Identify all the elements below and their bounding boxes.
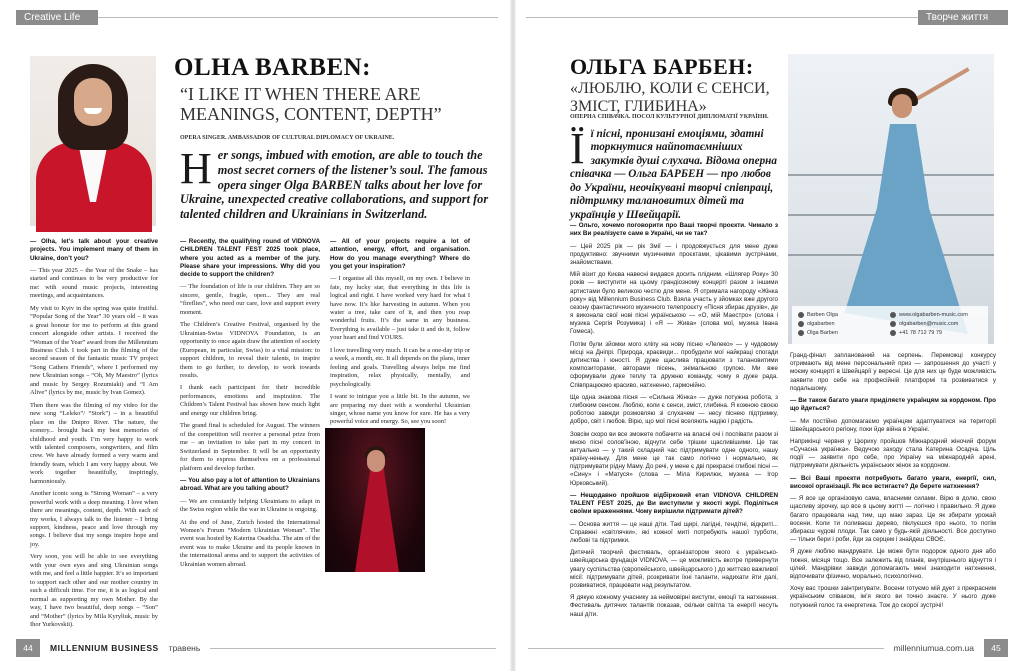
footer-left	[16, 639, 496, 657]
body-paragraph: — I organise all this myself, on my own. I believe in fate, my lucky star, that everything in this life is logical and right. I have worked very hard for what I have now. It’s like harvesting in autumn. When you water a tree, take care of it, and then you reap wonderful fruits. It’s the same in any business. Everything is available – just take it and do it, follow your heart and find YOURS.	[330, 275, 470, 342]
mail-icon	[890, 321, 896, 327]
website-link: www.olgabarben-music.com	[899, 311, 968, 318]
youtube-handle: Olga Barben	[807, 329, 838, 336]
article-title-en: OLHA BARBEN:	[174, 54, 372, 81]
magazine-website[interactable]: millenniumua.com.ua	[893, 643, 974, 653]
body-paragraph: The grand final is scheduled for August. The winners of the competition will receive a personal prize from me – an invitation to take part in my concert in Switzerland in September. It will be an opportunity for them to express themselves on a professional platform and develop further.	[180, 422, 320, 472]
header-divider-left	[98, 17, 498, 18]
lead-paragraph-en	[180, 144, 500, 222]
body-paragraph: Хочу вас трошки заінтригувати. Восени готуємо мій дует з прекрасним українським співаком, ім’я якого ви точно знаєте. У нього дуже потужний голос та енергетика. Тож до скорої зустрічі!	[790, 585, 996, 609]
body-paragraph: — This year 2025 – the Year of the Snake – has started and continues to be very productive for me: with sound music projects, interesting meetings, and acquaintances.	[30, 266, 158, 300]
body-paragraph: I love travelling very much. It can be a one-day trip or a week, a month, etc. It all depends on the plans, inner feeling and goals. Travelling always helps me find inspiration, relax physically, mentally, and psychologically.	[330, 346, 470, 388]
facebook-handle: Barben Olga	[807, 311, 838, 318]
issue-month: травень	[168, 643, 201, 653]
stage-gown	[355, 468, 399, 572]
body-column-5	[790, 352, 996, 612]
body-paragraph: Я дякую кожному учаснику за неймовірні виступи, емоції та натхнення. Фестиваль дитячих талантів показав, скільки світла та енергії несуть наші діти.	[570, 594, 778, 618]
footer-divider-left	[210, 648, 496, 649]
body-column-4	[570, 218, 778, 618]
instagram-handle: olgabarben	[807, 320, 835, 327]
body-paragraph: Another iconic song is “Strong Woman” – a very powerful work with a deep meaning. I love when there are meanings, content, depth. With each of my works, I always talk to the listener – I bring support, kindness, peace and love through my songs. I believe that my songs inspire hope and joy.	[30, 490, 158, 548]
interview-question: — Всі Ваші проєкти потребують багато уваги, енергії, сил, високої організації. Як все встигаєте? Де берете натхнення?	[790, 474, 996, 490]
footer-divider-right	[528, 648, 884, 649]
interview-question: — Ви також багато уваги приділяєте українцям за кордоном. Про що йдеться?	[790, 396, 996, 413]
stage-photo	[325, 428, 425, 572]
body-column-3	[330, 234, 470, 424]
role-line-en: OPERA SINGER. AMBASSADOR OF CULTURAL DIPLOMACY OF UKRAINE.	[180, 135, 395, 141]
body-paragraph: I thank each participant for their incredible performances, emotions and inspiration. The Children’s Talent Festival has shown how much light and energy our children bring.	[180, 384, 320, 417]
dancer-photo	[788, 54, 994, 344]
phone-number: +41 78 712 79 79	[899, 329, 942, 336]
header-divider-right	[526, 17, 918, 18]
instagram-icon	[798, 321, 804, 327]
dropcap-en: H	[180, 144, 212, 193]
body-paragraph: Дитячий творчий фестиваль, організатором якого є українсько-швейцарська фундація VIDNOVA, — це можливість вкотре привернути увагу суспільства (європейського, швейцарського ) до життєво важливої місії: підтримувати дітей, розкривати їхні таланти, надихати йти далі, розвиватися, працювати над результатом.	[570, 549, 778, 590]
body-paragraph: — Ми постійно допомагаємо українцям адаптуватися на території Швейцарського регіону, поки йде війна в Україні.	[790, 417, 996, 433]
body-paragraph: Then there was the filming of my video for the new song “Leleko”/ “Stork”) – in a beautiful place on the Dnipro River. The nature, the scenery... brought back my best memories of childhood and youth. I’m very happy to work with talented composers, songwriters, and film crew. We have already formed a very warm and friendly team, which I am very happy about. We work together beautifully, inspiringly, harmoniously.	[30, 401, 158, 485]
body-paragraph: Наприкінці червня у Цюриху пройшов Міжнародний жіночий форум «Сучасна українка». Ведучою заходу стала Катерина Осадча. Ціль події — заявити про себе, про Україну на міжнародній арені, підтримувати діяльність українських жінок за кордоном.	[790, 437, 996, 470]
body-paragraph: Я дуже люблю мандрувати. Це може бути подорож одного дня або тижня, місяця тощо. Все залежить від планів, внутрішнього відчуття і цілей. Мандрівки завжди допомагають мені знаходити натхнення, відпочивати фізично, морально, психологічно.	[790, 548, 996, 580]
interview-question: — You also pay a lot of attention to Ukrainians abroad. What are you talking about?	[180, 477, 320, 493]
interview-question: — All of your projects require a lot of attention, energy, effort, and organisation. How do you manage everything? Where do you get your inspiration?	[330, 238, 470, 270]
stage-head	[367, 450, 385, 472]
body-paragraph: — Основа життя — це наші діти. Такі щирі, лагідні, тендітні, відкриті... Справжні «світлячки», які кожної миті потребують нашої турботи, любові та підтримки.	[570, 520, 778, 545]
section-label-left: Creative Life	[16, 10, 98, 25]
section-label-right: Творче життя	[918, 10, 1008, 25]
body-paragraph: Потім були зйомки мого кліпу на нову пісню «Лелеко» — у чудовому місці на Дніпрі. Природа, краєвиди... пробудили мої найкращі спогади дитинства і юності. Я дуже щаслива працювати з талановитими композиторами, авторами пісень, знімальною групою. Ми вже сформували дуже теплу та дружню команду, чому я дуже рада. Співпрацюємо красиво, натхненно, гармонійно.	[570, 340, 778, 389]
lead-text-en: er songs, imbued with emotion, are able to touch the most secret corners of the listener’s soul. The famous opera singer Olga BARBEN talks about her love for Ukraine, unexpected creative collaborations, and support for talented children and Ukrainians in Switzerland.	[180, 148, 489, 221]
facebook-icon	[798, 312, 804, 318]
portrait-face	[74, 78, 112, 126]
body-paragraph: Мій візит до Києва навесні видався досить плідним. «Шлягер Року» 30 років — виступити на цьому грандіозному концерті разом з іншими артистами було великою честю для мене. Я отримала нагороду «Жінка року» від Millennium Business Club. Взяла участь у зйомках вже другого сезону фантастичного музичного телепроєкту «Пісня збирає друзів», де я виконала свої нові пісні українською — «О, мій Маестро» (слова і музика Сергія Розумика) і «Я — Жива» (слова мої, музика Івана Гомеса).	[570, 271, 778, 336]
dancer-head	[892, 94, 912, 118]
body-paragraph: Зовсім скоро ви все зможете побачити на власні очі і поспівати разом зі мною пісні солов'їною, відчути себе трішки щасливішими. Це так актуально — у такий складний час підтримувати одне одного, нашу країну-неньку. Для мене це так само логічно і нормально, як підтримувати рідну Маму. До речі, у мене є дві прекрасні глибокі пісні — «Сину» і «Матуся» (слова — Міла Кирилюк, музика — Ігор Юрковський).	[570, 430, 778, 487]
social-contacts-box	[792, 306, 988, 352]
email-address: olgabarben@music.com	[899, 320, 959, 327]
portrait-photo	[30, 56, 156, 226]
body-paragraph: — Цей 2025 рік — рік Змії — і продовжується для мене дуже продуктивно: звучними музичними проєктами, цікавими зустрічами, знайомствами.	[570, 242, 778, 266]
lead-paragraph-ua	[570, 124, 780, 222]
body-column-1	[30, 234, 158, 629]
footer-right	[528, 639, 1008, 657]
body-paragraph: At the end of June, Zurich hosted the International Women’s Forum “Modern Ukrainian Woman”. The event was hosted by Katerina Osadcha. The aim of the event was to make Ukraine and its people known in the international arena and to support the activities of Ukrainian women abroad.	[180, 518, 320, 568]
dropcap-ua: Ї	[570, 124, 585, 173]
body-paragraph: Very soon, you will be able to see everything with your own eyes and sing Ukrainian songs with me, and feel a little happier. It’s so important to support each other and our mother country in such a difficult time. For me, it is as logical and normal as supporting my own Mother. By the way, I have two beautiful, deep songs – “Son” and “Mother” (lyrics by Mila Kyryliuk, music by Ihor Yurkovskii).	[30, 553, 158, 629]
body-column-2	[180, 234, 320, 606]
role-line-ua: ОПЕРНА СПІВАЧКА. ПОСОЛ КУЛЬТУРНОЇ ДИПЛОМАТІЇ УКРАЇНИ.	[570, 114, 769, 120]
lead-text-ua: ї пісні, пронизані емоціями, здатні торкнутися найпотаємніших закутків душі слухача. Відома оперна співачка — Ольга БАРБЕН — про любов до України, неочікувані творчі співпраці, підтримку талановитих дітей та українців у Швейцарії.	[570, 128, 777, 221]
interview-question: — Ольго, хочемо поговорити про Ваші творчі проєкти. Чимало з них Ви реалізуєте саме в Україні, чи не так?	[570, 222, 778, 238]
interview-question: — Olha, let’s talk about your creative projects. You implement many of them in Ukraine, don’t you?	[30, 238, 158, 262]
body-paragraph: Гранд-фінал запланований на серпень. Переможці конкурсу отримають від мене персональний приз — запрошення до участі у моєму концерті в Швейцарії у вересні. Це для них це буде можливість заявити про себе на професійній платформі та розвиватися у подальшому.	[790, 352, 996, 392]
body-paragraph: — We are constantly helping Ukrainians to adapt in the Swiss region while the war in Ukraine is ongoing.	[180, 497, 320, 514]
body-paragraph: The Children’s Creative Festival, organised by the Ukrainian-Swiss VIDNOVA Foundation, is an opportunity to once again draw the attention of society (European, in particular, Swiss) to a vital mission: to support children, to reveal their talents, to inspire them to go further, to develop, to work towards results.	[180, 321, 320, 380]
body-paragraph: I want to intrigue you a little bit. In the autumn, we are preparing my duet with a wonderful Ukrainian singer, whose name you know for sure. He has a very powerful voice and energy. So, see you soon!	[330, 393, 470, 426]
interview-question: — Нещодавно пройшов відбірковий етап VIDNOVA CHILDREN TALENT FEST 2025, де Ви виступили у якості журі. Поділіться своїми враженнями. Чому вирішили підтримати дітей?	[570, 491, 778, 516]
article-subtitle-ua: «ЛЮБЛЮ, КОЛИ Є СЕНСИ, ЗМІСТ, ГЛИБИНА»	[570, 80, 770, 115]
article-subtitle-en: “I LIKE IT WHEN THERE ARE MEANINGS, CONTENT, DEPTH”	[180, 84, 442, 125]
dancer-dress	[838, 124, 968, 334]
phone-icon	[890, 330, 896, 336]
page-number-left: 44	[16, 639, 40, 657]
interview-question: — Recently, the qualifying round of VIDNOVA CHILDREN TALENT FEST 2025 took place, where you acted as a member of the jury. Please share your impressions. Why did you decide to support the children?	[180, 238, 320, 279]
body-paragraph: — Я все це організовую сама, власними силами. Вірю в долю, свою щасливу зірочку, що все в цьому житті — логічно і правильно. Я дуже багато працювала над тим, що маю зараз. Це як збирати урожай восени. Коли ти поливаєш дерево, піклуєшся про нього, то потім збираєш чудові плоди. Так само у будь-якій діяльності. Все доступно — тільки бери і роби, йди за серцем і знайдеш СВОЄ.	[790, 495, 996, 544]
page-number-right: 45	[984, 639, 1008, 657]
page-spine	[510, 0, 516, 671]
youtube-icon	[798, 330, 804, 336]
article-title-ua: ОЛЬГА БАРБЕН:	[570, 54, 754, 79]
body-paragraph: My visit to Kyiv in the spring was quite fruitful. “Popular Song of the Year” 30 years old – it was a great honour for me to perform at this grand concert alongside other artists. I received the “Woman of the Year” award from the Millennium Business Club. I took part in the filming of the second season of the fantastic music TV project “Song Cathers Friends”, where I performed my new Ukrainian songs – “Oh, My Maestro” (lyrics and music by Sergey Rozumiaki) and “I Am Alive” (lyrics by me, music by Ivan Gomez).	[30, 304, 158, 397]
globe-icon	[890, 312, 896, 318]
body-paragraph: — The foundation of life is our children. They are so sincere, gentle, fragile, open... They are real “fireflies”, who need our care, love and support every moment.	[180, 283, 320, 316]
magazine-brand: MILLENNIUM BUSINESS	[50, 643, 159, 653]
body-paragraph: Ще одна знакова пісня — «Сильна Жінка» — дуже потужна робота, з глибоким сенсом. Люблю, коли є сенси, зміст, глибина. Я кожною своєю роботою завжди розмовляю зі слухачем — несу піснею підтримку, добро, світ і любов. Вірю, що мої пісні вселяють надію і радість.	[570, 393, 778, 426]
